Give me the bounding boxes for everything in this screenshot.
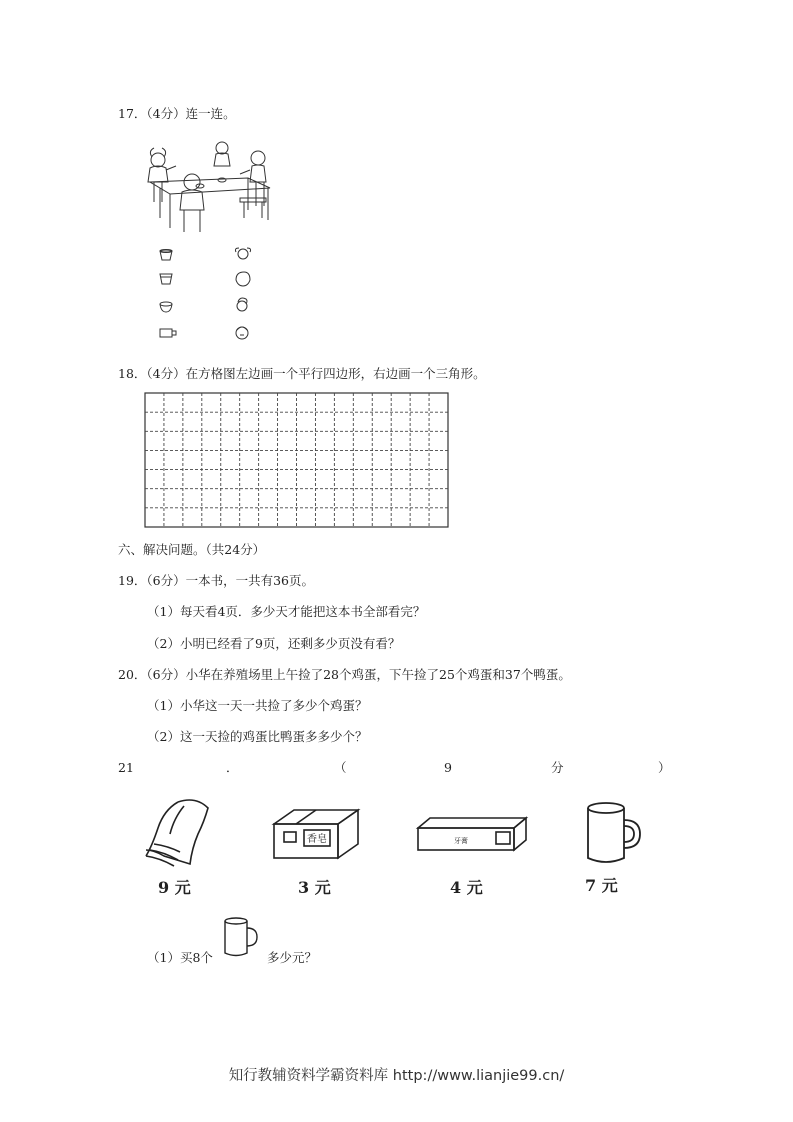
q17-title: 17．（4分）连一连。 [118,106,236,121]
girl-head-icon [232,296,252,314]
toothpaste-label: 牙膏 [454,837,468,845]
q20-title: 20．（6分）小华在养殖场里上午捡了28个鸡蛋，下午捡了25个鸡蛋和37个鸭蛋。 [118,667,571,682]
towel-price: 9 元 [158,878,191,897]
cup-icon [158,272,176,286]
q21-open-paren: （ [334,760,347,775]
q21-close-paren: ） [658,760,671,775]
q21-sub1-suffix: 多少元？ [267,950,318,965]
q20-sub2: （2）这一天捡的鸡蛋比鸭蛋多多少个？ [147,729,368,744]
girl-head-icon [232,246,254,262]
cup-icon [158,248,176,262]
cup-icon [158,300,178,314]
q19-sub2: （2）小明已经看了9页，还剩多少页没有看？ [147,636,401,651]
children-at-table-illustration [140,140,275,235]
mug-icon [222,916,262,958]
q21-sub1-prefix: （1）买8个 [147,950,213,965]
towel-icon [138,796,218,868]
mug-icon [582,800,646,866]
cup-icon [158,326,180,340]
dotted-square-grid [144,392,449,528]
section-six-title: 六、解决问题。（共24分） [118,542,266,557]
q21-score-unit: 分 [551,760,564,775]
toothpaste-price: 4 元 [450,878,483,897]
toothpaste-box-icon [414,814,530,854]
q18-title: 18．（4分）在方格图左边画一个平行四边形，右边画一个三角形。 [118,366,486,381]
soap-box-icon [270,806,362,862]
q21-number: 21 [118,760,134,775]
q19-title: 19．（6分）一本书，一共有36页。 [118,573,315,588]
q19-sub1: （1）每天看4页．多少天才能把这本书全部看完？ [147,604,426,619]
mug-price: 7 元 [585,876,618,895]
q20-sub1: （1）小华这一天一共捡了多少个鸡蛋？ [147,698,368,713]
child-head-icon [232,270,252,288]
soap-label: 香皂 [307,834,327,845]
footer-source: 知行教辅资料学霸资料库 http://www.lianjie99.cn/ [228,1068,565,1084]
q21-score: 9 [444,760,452,775]
soap-price: 3 元 [298,878,331,897]
boy-head-icon [232,322,252,342]
q21-dot: ． [226,760,239,775]
